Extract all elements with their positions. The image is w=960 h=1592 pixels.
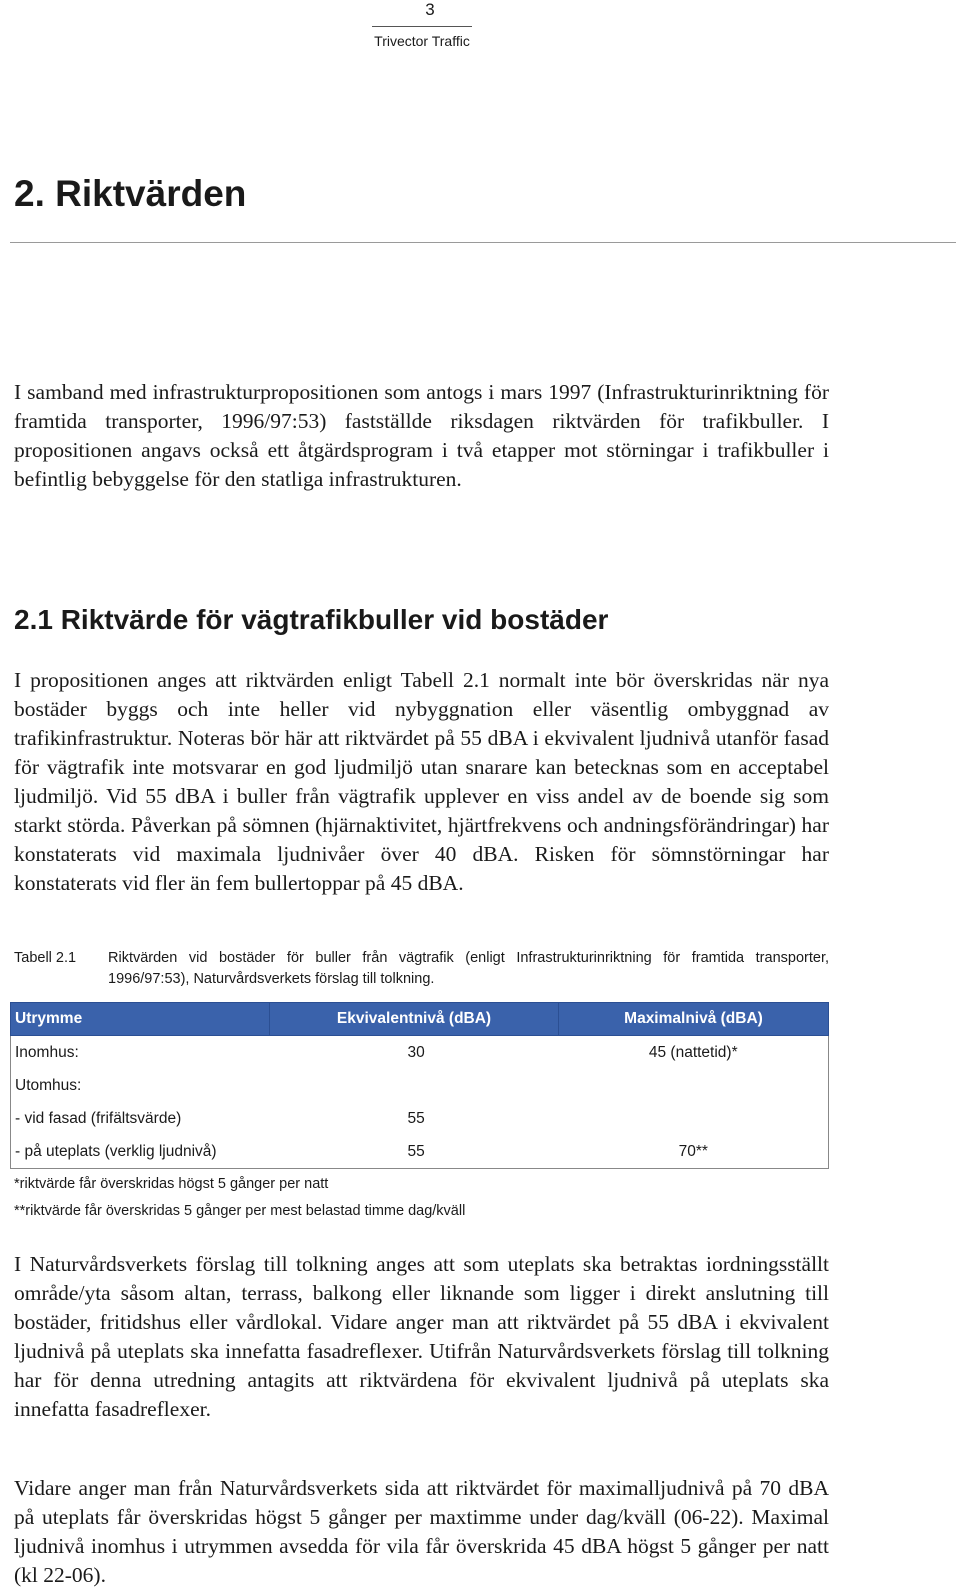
table-cell: Utomhus: (15, 1076, 82, 1094)
header-organization: Trivector Traffic (374, 33, 470, 49)
section-title: 2.1 Riktvärde för vägtrafikbuller vid bostäder (14, 604, 609, 635)
table-cell: 55 (407, 1109, 425, 1127)
chapter-divider (10, 242, 956, 243)
table-cell: 70** (678, 1142, 708, 1160)
table-footnote-1: *riktvärde får överskridas högst 5 gånger per natt (14, 1176, 329, 1192)
section-paragraph: I propositionen anges att riktvärden enligt Tabell 2.1 normalt inte bör överskridas när nya bostäder byggs och inte heller vid nybyggnation eller väsentlig ombyggnad av trafikinfrastruktur. Noteras bör här att riktvärdet på 55 dBA i ekvivalent ljudnivå utanför fasad för vägtrafik inte motsvarar en god ljudmiljö utan snarare kan betecknas som en acceptabel ljudmiljö. Vid 55 dBA i buller från vägtrafik upplever en viss andel av de boende sig som starkt störda. Påverkan på sömnen (hjärnaktivitet, hjärtfrekvens och andningsförändringar) har konstaterats vid maximala ljudnivåer över 40 dBA. Risken för sömnstörningar har konstaterats vid fler än fem bullertoppar på 45 dBA. (14, 668, 829, 895)
table-cell: Inomhus: (15, 1043, 79, 1061)
table-row (11, 1069, 829, 1102)
table-cell: 55 (407, 1142, 425, 1160)
table-cell: - vid fasad (frifältsvärde) (15, 1109, 182, 1127)
table-cell: - på uteplats (verklig ljudnivå) (15, 1142, 217, 1160)
table-caption-label: Tabell 2.1 (14, 950, 77, 966)
table-cell (559, 1102, 829, 1135)
guideline-table (10, 1002, 829, 1169)
paragraph-uteplats: I Naturvårdsverkets förslag till tolkning anges att som uteplats ska betraktas iordningsställt område/yta såsom altan, terrass, balkong eller liknande som ligger i direkt anslutning till bostäder, fritidshus eller vårdlokal. Vidare anger man att riktvärdet på 55 dBA i ekvivalent ljudnivå på uteplats ska innefatta fasadreflexer. Utifrån Naturvårdsverkets förslag till tolkning har för denna utredning antagits att riktvärdena för ekvivalent ljudnivå på uteplats ska innefatta fasadreflexer. (14, 1252, 829, 1421)
chapter-title: 2. Riktvärden (14, 173, 247, 214)
paragraph-maximal: Vidare anger man från Naturvårdsverkets sida att riktvärdet för maximalljudnivå på 70 dBA på uteplats får överskridas högst 5 gånger per maxtimme under dag/kväll (06-22). Maximal ljudnivå inomhus i utrymmen avsedda för vila får överskrida 45 dBA högst 5 gånger per natt (kl 22-06). (14, 1476, 829, 1587)
page-number: 3 (425, 0, 435, 19)
header-utrymme: Utrymme (11, 1003, 270, 1036)
header-maximalniva: Maximalnivå (dBA) (559, 1003, 829, 1036)
table-header-row (11, 1003, 829, 1036)
table-row (11, 1135, 829, 1169)
table-cell: 45 (nattetid)* (648, 1043, 738, 1061)
table-caption-text: Riktvärden vid bostäder för buller från vägtrafik (enligt Infrastrukturinriktning för framtida transporter, 1996/97:53), Naturvårdsverkets förslag till tolkning. (108, 950, 829, 987)
table-row (11, 1036, 829, 1070)
table-footnote-2: **riktvärde får överskridas 5 gånger per mest belastad timme dag/kväll (14, 1203, 466, 1219)
table-cell: 30 (407, 1043, 425, 1061)
header-divider (372, 26, 472, 27)
table-cell (559, 1069, 829, 1102)
table-row (11, 1102, 829, 1135)
table-cell (270, 1069, 559, 1102)
intro-paragraph: I samband med infrastrukturpropositionen som antogs i mars 1997 (Infrastrukturinriktning för framtida transporter, 1996/97:53) fastställde riksdagen riktvärden för trafikbuller. I propositionen angavs också ett åtgärdsprogram i två etapper mot störningar i trafikbuller i befintlig bebyggelse för den statliga infrastrukturen. (14, 380, 829, 491)
header-ekvivalentniva: Ekvivalentnivå (dBA) (270, 1003, 559, 1036)
